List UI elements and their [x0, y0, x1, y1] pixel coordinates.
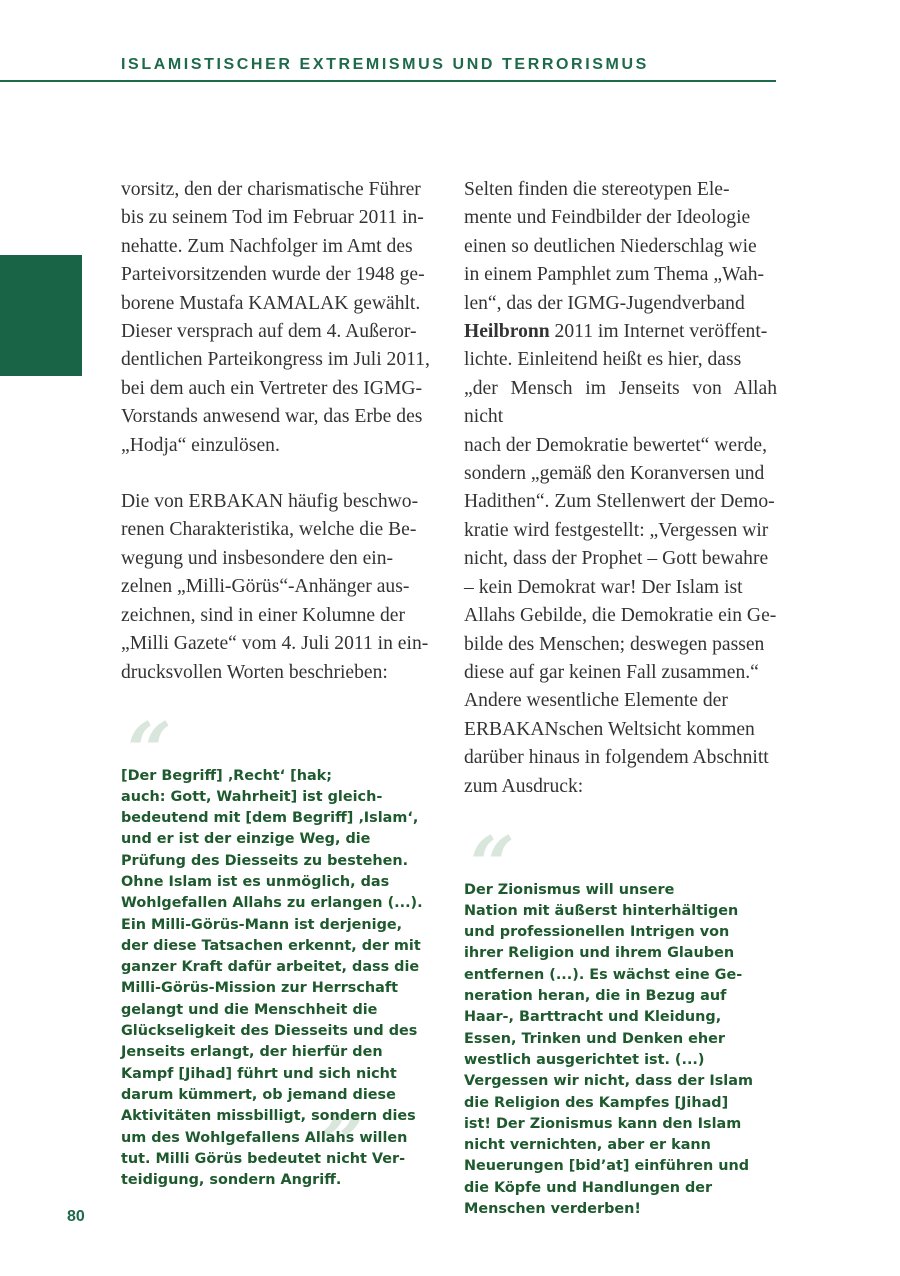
- right-paragraph-1-part-a: Selten finden die stereotypen Ele- mente und Feindbilder der Ideologie einen so deutlichen Niederschlag wie in einem Pamphlet zum Thema „Wah- len“, das der IGMG-Jugendverband: [464, 179, 765, 314]
- highlighted-place-name: Heilbronn: [464, 321, 550, 343]
- right-blockquote: [464, 819, 777, 1242]
- right-quote-text: Der Zionismus will unsere Nation mit äußerst hinterhältigen und professionellen Intrigen von ihrer Religion und ihrem Glauben entfernen (...). Es wächst eine Ge- neration heran, die in Bezug auf Haar-, Barttracht und Kleidung, Essen, Trinken und Denken eher westlich ausgerichtet ist. (...) Vergessen wir nicht, dass der Islam die Religion des Kampfes [Jihad] ist! Der Zionismus kann den Islam nicht vernichten, aber er kann Neuerungen [bid’at] einführen und die Köpfe und Handlungen der Menschen verderben!: [464, 881, 753, 1217]
- right-paragraph-1-part-b: 2011 im Internet veröffent- lichte. Einleitend heißt es hier, dass „der Mensch im Jenseits von Allah nicht nach der Demokratie bewertet“ werde, sondern „gemäß den Koranversen und Hadithen“. Zum Stellenwert der Demo- kratie wird festgestellt: „Vergessen wir nicht, dass der Prophet – Gott bewahre – kein Demokrat war! Der Islam ist Allahs Gebilde, die Demokratie ein Ge- bilde des Menschen; deswegen passen diese auf gar keinen Fall zusammen.“ Andere wesentliche Elemente der ERBAKANschen Weltsicht kommen darüber hinaus in folgendem Abschnitt zum Ausdruck:: [464, 321, 777, 797]
- quote-open-mark-icon: “: [470, 819, 515, 911]
- page-number: 80: [67, 1208, 85, 1225]
- left-blockquote: [121, 705, 436, 1234]
- quote-close-mark-icon: ”: [321, 1097, 366, 1189]
- right-column: [464, 176, 777, 1242]
- chapter-side-tab: [0, 255, 82, 376]
- quote-open-mark-icon: “: [127, 705, 172, 797]
- left-paragraph-1: vorsitz, den der charismatische Führer bis zu seinem Tod im Februar 2011 in- nehatte. Zum Nachfolger im Amt des Parteivorsitzenden wurde der 1948 ge- borene Mustafa KAMALAK gewählt. Dieser versprach auf dem 4. Außeror- dentlichen Parteikongress im Juli 2011, bei dem auch ein Vertreter des IGMG- Vorstands anwesend war, das Erbe des „Hodja“ einzulösen.: [121, 179, 430, 456]
- left-column: [121, 176, 436, 1234]
- left-paragraph-2: Die von ERBAKAN häufig beschwo- renen Charakteristika, welche die Be- wegung und insbesondere den ein- zelnen „Milli-Görüs“-Anhänger aus- zeichnen, sind in einer Kolumne der „Milli Gazete“ vom 4. Juli 2011 in ein- drucksvollen Worten beschrieben:: [121, 491, 429, 683]
- running-header-title: ISLAMISTISCHER EXTREMISMUS UND TERRORISMUS: [121, 56, 649, 73]
- right-paragraph-1: [464, 176, 777, 801]
- running-header: [0, 0, 776, 82]
- left-quote-text: [Der Begriff] ‚Recht‘ [hak; auch: Gott, Wahrheit] ist gleich- bedeutend mit [dem Begriff] ‚Islam‘, und er ist der einzige Weg, die Prüfung des Diesseits zu bestehen. Ohne Islam ist es unmöglich, das Wohlgefallen Allahs zu erlangen (...). Ein Milli-Görüs-Mann ist derjenige, der diese Tatsachen erkennt, der mit ganzer Kraft dafür arbeitet, dass die Milli-Görüs-Mission zur Herrschaft gelangt und die Menschheit die Glückseligkeit des Diesseits und des Jenseits erlangt, der hierfür den Kampf [Jihad] führt und sich nicht darum kümmert, ob jemand diese Aktivitäten missbilligt, sondern dies um des Wohlgefallens Allahs willen tut. Milli Görüs bedeutet nicht Ver- teidigung, sondern Angriff.: [121, 767, 423, 1189]
